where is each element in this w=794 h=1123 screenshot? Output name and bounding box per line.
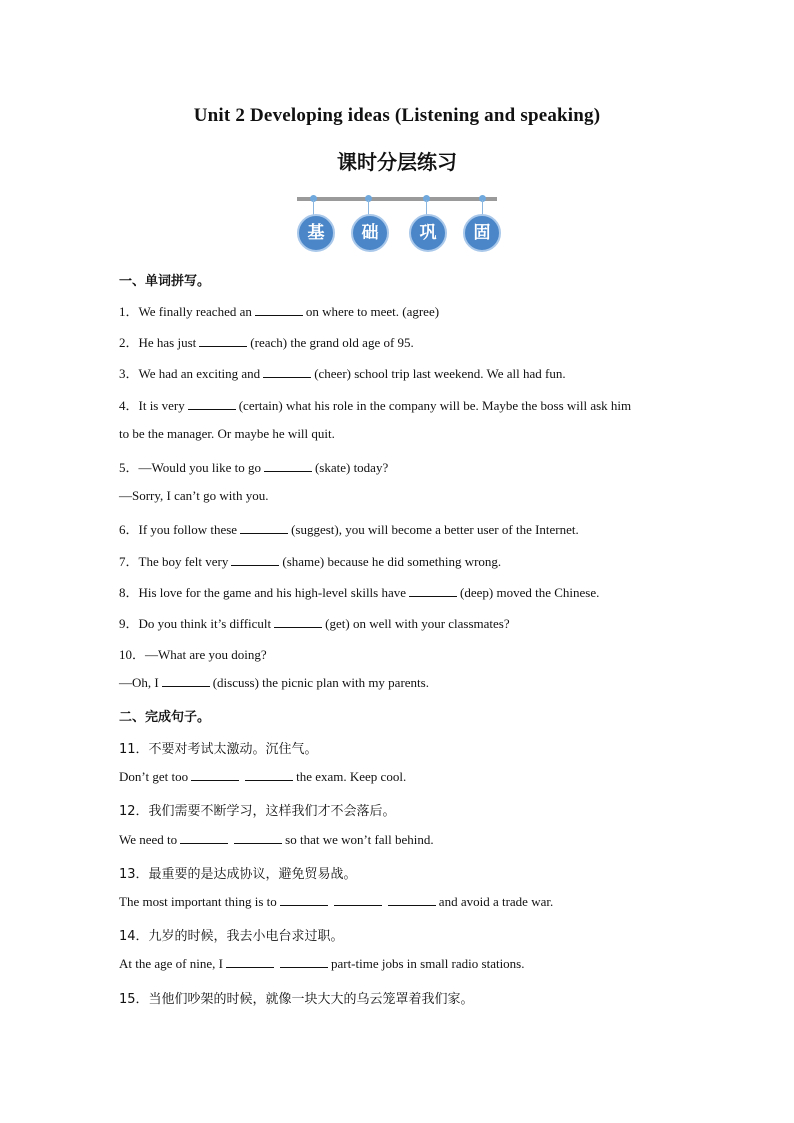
answer-blank[interactable] [180, 833, 228, 844]
question-text: (deep) moved the Chinese. [460, 584, 600, 600]
answer-blank[interactable] [263, 367, 311, 378]
answer-blank[interactable] [334, 895, 382, 906]
question-text: (cheer) school trip last weekend. We all had fun. [314, 366, 566, 382]
question-text: 1．We finally reached an [119, 304, 252, 319]
answer-blank[interactable] [240, 523, 288, 534]
question-text: We need to [119, 831, 178, 847]
question-text: At the age of nine, I [119, 956, 223, 972]
question-line [119, 457, 388, 476]
question-text: (reach) the grand old age of 95. [250, 335, 414, 351]
chinese-prompt: 13．最重要的是达成协议，避免贸易战。 [119, 866, 357, 882]
question-text: (get) on well with your classmates? [325, 616, 510, 631]
question-line [119, 675, 429, 691]
question-line [119, 956, 525, 972]
question-line: —Sorry, I can’t go with you. [119, 488, 269, 504]
question-text: and avoid a trade war. [438, 894, 554, 909]
answer-blank[interactable] [188, 399, 236, 410]
question-text: Don’t get too [119, 769, 189, 785]
answer-blank[interactable] [234, 833, 282, 844]
question-line [119, 363, 566, 382]
question-text: part-time jobs in small radio stations. [330, 956, 525, 972]
banner-char: 基 [297, 214, 335, 252]
question-line [119, 613, 510, 632]
answer-blank[interactable] [280, 895, 328, 906]
question-text: 5．—Would you like to go [119, 460, 261, 475]
banner-stem [482, 200, 483, 215]
question-text: the exam. Keep cool. [296, 769, 407, 785]
question-text: (skate) today? [314, 460, 389, 475]
answer-blank[interactable] [274, 617, 322, 628]
banner-char: 础 [351, 214, 389, 252]
question-text: 4．It is very [119, 397, 185, 413]
answer-blank[interactable] [199, 336, 247, 347]
banner-stem [426, 200, 427, 215]
answer-blank[interactable] [245, 770, 293, 781]
page-subtitle: 课时分层练习 [337, 150, 457, 174]
question-line: 10．—What are you doing? [119, 647, 267, 663]
question-text: The most important thing is to [119, 894, 277, 909]
question-text: 9．Do you think it’s difficult [119, 616, 272, 631]
answer-blank[interactable] [280, 957, 328, 968]
question-line [119, 395, 631, 414]
banner-char: 固 [463, 214, 501, 252]
question-line [119, 332, 414, 351]
question-line: to be the manager. Or maybe he will quit. [119, 425, 335, 441]
question-text: so that we won’t fall behind. [285, 831, 434, 847]
answer-blank[interactable] [226, 957, 274, 968]
chinese-prompt: 11．不要对考试太激动。沉住气。 [119, 742, 318, 757]
question-text: (suggest), you will become a better user of the Internet. [291, 522, 579, 538]
question-line [119, 894, 553, 910]
answer-blank[interactable] [409, 586, 457, 597]
section-heading: 二、完成句子。 [119, 710, 211, 725]
question-text: (certain) what his role in the company will be. Maybe the boss will ask him [238, 397, 632, 413]
answer-blank[interactable] [231, 555, 279, 566]
question-line [119, 519, 579, 538]
chinese-prompt: 14．九岁的时候，我去小电台求过职。 [119, 929, 344, 945]
question-line [119, 551, 501, 570]
question-text: 8．His love for the game and his high-level skills have [119, 584, 407, 600]
page-title: Unit 2 Developing ideas (Listening and speaking) [193, 105, 601, 126]
question-text: —Oh, I [119, 675, 159, 691]
question-text: 2．He has just [119, 335, 197, 351]
question-text: 6．If you follow these [119, 522, 238, 538]
answer-blank[interactable] [162, 676, 210, 687]
banner-char: 巩 [409, 214, 447, 252]
question-text: on where to meet. (agree) [305, 304, 440, 319]
banner-stem [313, 200, 314, 215]
answer-blank[interactable] [255, 305, 303, 316]
answer-blank[interactable] [264, 461, 312, 472]
question-line [119, 769, 406, 785]
question-line [119, 832, 434, 848]
question-line [119, 301, 439, 320]
question-text: (shame) because he did something wrong. [282, 553, 502, 569]
banner-line [297, 197, 497, 201]
chinese-prompt: 12．我们需要不断学习，这样我们才不会落后。 [119, 804, 396, 820]
chinese-prompt: 15．当他们吵架的时候，就像一块大大的乌云笼罩着我们家。 [119, 991, 474, 1007]
question-text: (discuss) the picnic plan with my parents. [212, 675, 429, 691]
answer-blank[interactable] [388, 895, 436, 906]
banner-stem [368, 200, 369, 215]
section-heading: 一、单词拼写。 [119, 274, 211, 289]
answer-blank[interactable] [191, 770, 239, 781]
question-text: 3．We had an exciting and [119, 366, 261, 382]
question-text: 7．The boy felt very [119, 553, 229, 569]
section-banner [297, 192, 501, 254]
question-line [119, 582, 599, 601]
